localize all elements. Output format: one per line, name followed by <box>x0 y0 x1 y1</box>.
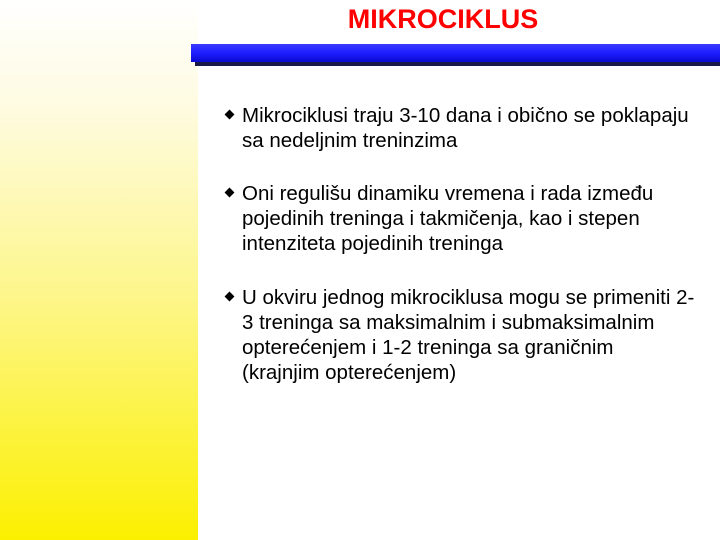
bullet-text: U okviru jednog mikrociklusa mogu se primeniti 2-3 treninga sa maksimalnim i submaksimalnim opterećenjem i 1-2 treninga sa graničnim (krajnjim opterećenjem) <box>242 286 695 384</box>
diamond-bullet-icon <box>225 110 235 120</box>
bullet-item <box>226 285 696 385</box>
slide-title: MIKROCIKLUS <box>347 4 539 34</box>
bullet-list <box>226 103 696 413</box>
title-underline-bar <box>191 44 720 62</box>
bullet-text: Mikrociklusi traju 3-10 dana i obično se poklapaju sa nedeljnim treninzima <box>242 104 689 152</box>
diamond-bullet-icon <box>225 292 235 302</box>
bullet-item <box>226 181 696 256</box>
bullet-item <box>226 103 696 153</box>
diamond-bullet-icon <box>225 188 235 198</box>
side-gradient-panel <box>0 0 198 540</box>
bullet-text: Oni regulišu dinamiku vremena i rada između pojedinih treninga i takmičenja, kao i stepen intenziteta pojedinih treninga <box>242 182 654 255</box>
